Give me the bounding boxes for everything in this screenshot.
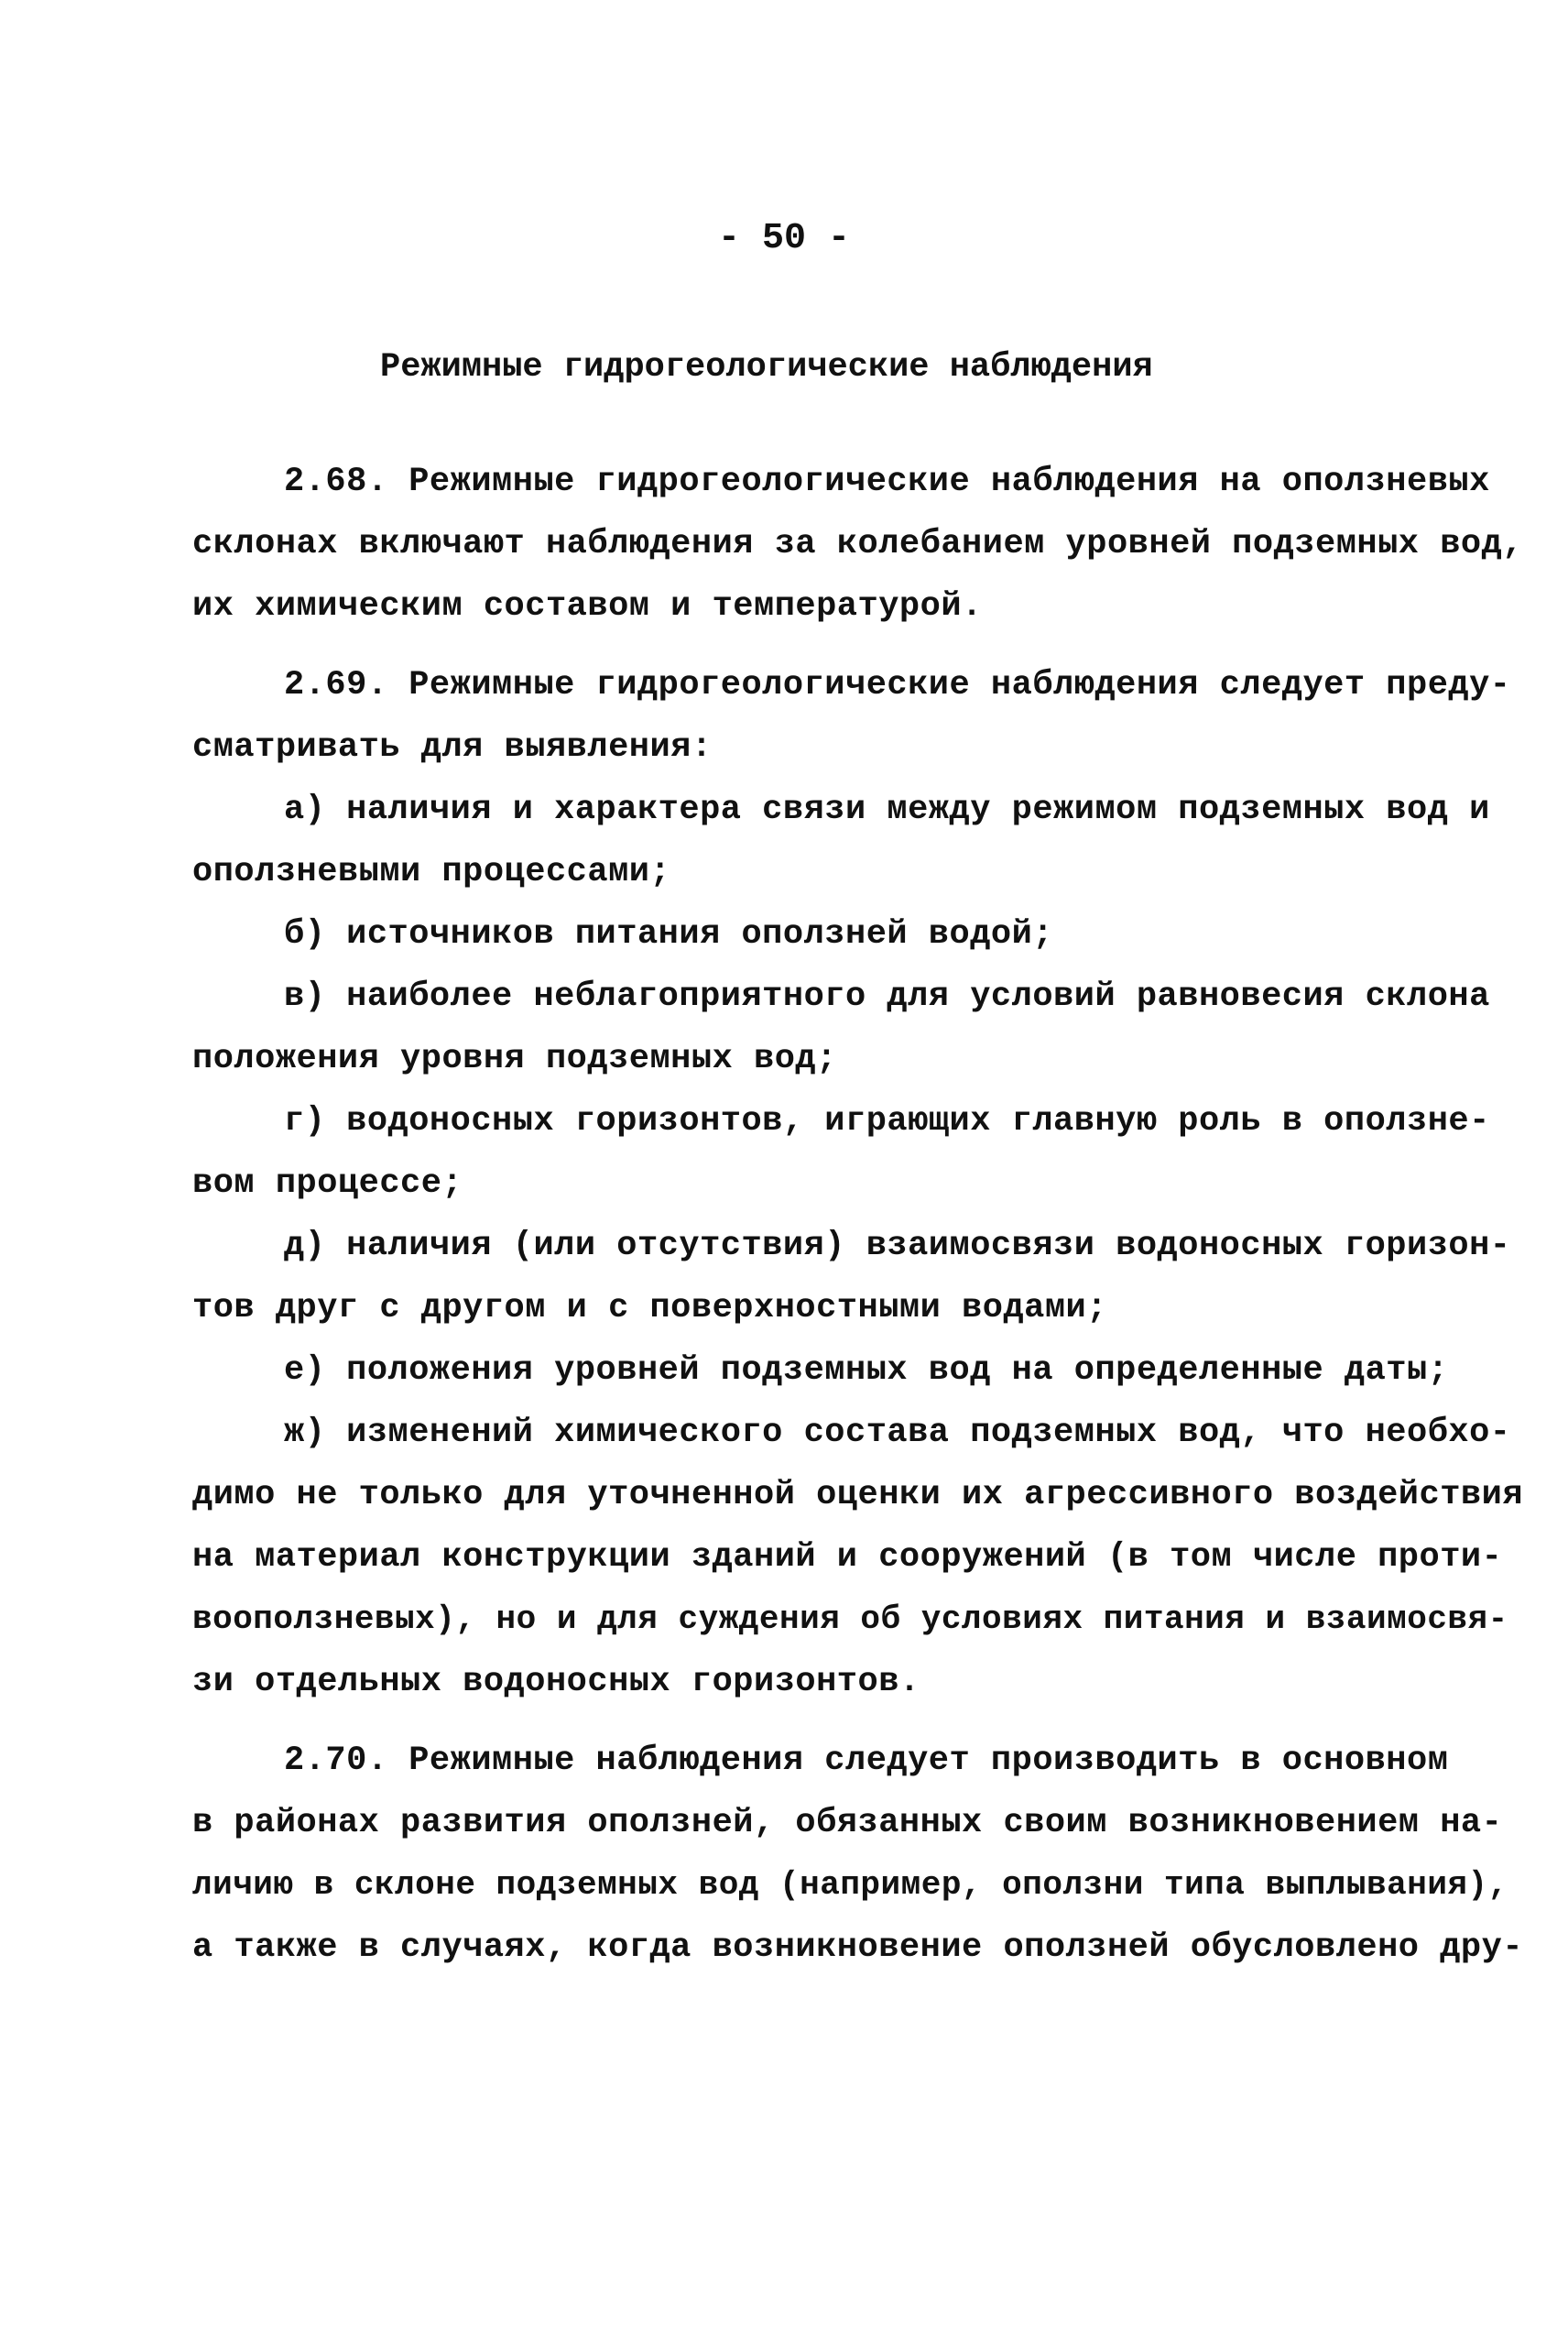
list-item-line: вооползневых), но и для суждения об условиях питания и взаимосвя-: [192, 1600, 1508, 1638]
list-item-line: зи отдельных водоносных горизонтов.: [192, 1663, 920, 1701]
list-item-line: а) наличия и характера связи между режимом подземных вод и: [284, 791, 1490, 829]
paragraph-line: 2.69. Режимные гидрогеологические наблюдения следует преду-: [284, 666, 1511, 704]
list-item-line: тов друг с другом и с поверхностными водами;: [192, 1289, 1107, 1327]
paragraph-line: сматривать для выявления:: [192, 728, 713, 767]
list-item-line: е) положения уровней подземных вод на определенные даты;: [284, 1351, 1449, 1390]
paragraph-line: 2.70. Режимные наблюдения следует производить в основном: [284, 1742, 1449, 1780]
paragraph-line: личию в склоне подземных вод (например, оползни типа выплывания),: [192, 1866, 1508, 1904]
section-heading: Режимные гидрогеологические наблюдения: [380, 348, 1153, 387]
paragraph-line: в районах развития оползней, обязанных своим возникновением на-: [192, 1804, 1503, 1842]
list-item-line: б) источников питания оползней водой;: [284, 915, 1054, 954]
list-item-line: вом процессе;: [192, 1164, 463, 1203]
list-item-line: ж) изменений химического состава подземных вод, что необхо-: [284, 1414, 1511, 1452]
list-item-line: оползневыми процессами;: [192, 853, 671, 891]
paragraph-line: а также в случаях, когда возникновение оползней обусловлено дру-: [192, 1928, 1524, 1967]
paragraph-line: их химическим составом и температурой.: [192, 587, 983, 626]
list-item-line: на материал конструкции зданий и сооружений (в том числе проти-: [192, 1538, 1503, 1577]
list-item-line: г) водоносных горизонтов, играющих главную роль в оползне-: [284, 1102, 1490, 1141]
list-item-line: димо не только для уточненной оценки их агрессивного воздействия: [192, 1476, 1524, 1514]
list-item-line: д) наличия (или отсутствия) взаимосвязи водоносных горизон-: [284, 1227, 1511, 1265]
page-number: - 50 -: [717, 218, 851, 259]
list-item-line: в) наиболее неблагоприятного для условий равновесия склона: [284, 977, 1490, 1016]
paragraph-line: 2.68. Режимные гидрогеологические наблюдения на оползневых: [284, 463, 1490, 501]
list-item-line: положения уровня подземных вод;: [192, 1040, 837, 1078]
paragraph-line: склонах включают наблюдения за колебанием уровней подземных вод,: [192, 525, 1524, 563]
